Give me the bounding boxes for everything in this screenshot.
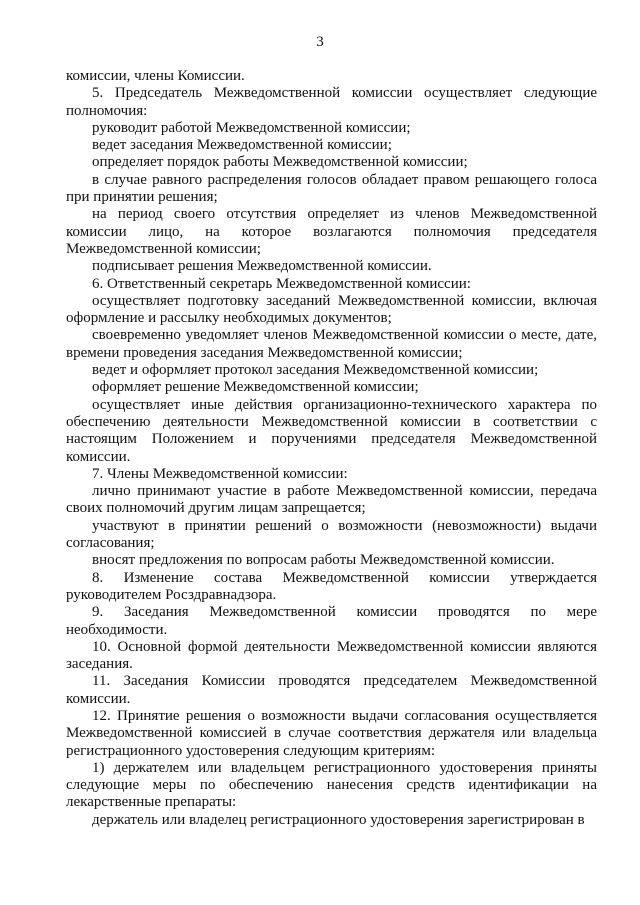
paragraph: участвуют в принятии решений о возможности (невозможности) выдачи согласования;	[66, 517, 597, 552]
document-body	[66, 68, 597, 829]
paragraph: ведет и оформляет протокол заседания Межведомственной комиссии;	[92, 362, 539, 379]
paragraph: руководит работой Межведомственной комиссии;	[92, 119, 411, 136]
paragraph-item-11: 11. Заседания Комиссии проводятся председателем Межведомственной комиссии.	[66, 673, 597, 707]
paragraph-item-8: 8. Изменение состава Межведомственной комиссии утверждается руководителем Росздравнадзора.	[66, 569, 597, 603]
paragraph: осуществляет иные действия организационно-технического характера по обеспечению деятельности Межведомственной комиссии в соответствии с настоящим Положением и поручениями председателя Межведомственной комиссии.	[66, 396, 597, 465]
paragraph-item-5: 5. Председатель Межведомственной комиссии осуществляет следующие полномочия:	[66, 85, 597, 119]
paragraph: своевременно уведомляет членов Межведомственной комиссии о месте, дате, времени проведения заседания Межведомственной комиссии;	[66, 327, 597, 361]
paragraph: оформляет решение Межведомственной комиссии;	[92, 379, 419, 396]
paragraph: осуществляет подготовку заседаний Межведомственной комиссии, включая оформление и рассылку необходимых документов;	[66, 292, 597, 327]
paragraph: держатель или владелец регистрационного удостоверения зарегистрирован в	[92, 811, 585, 828]
paragraph: ведет заседания Межведомственной комиссии;	[92, 137, 392, 154]
paragraph-subitem-1: 1) держателем или владельцем регистрационного удостоверения приняты следующие меры по обеспечению нанесения средств идентификации на лекарственные препараты:	[66, 759, 597, 811]
paragraph-continuation: комиссии, члены Комиссии.	[66, 68, 245, 84]
paragraph: подписывает решения Межведомственной комиссии.	[92, 258, 432, 275]
paragraph: определяет порядок работы Межведомственной комиссии;	[92, 154, 468, 171]
page-number: 3	[316, 34, 324, 50]
paragraph-item-7: 7. Члены Межведомственной комиссии:	[92, 465, 348, 482]
paragraph-item-12: 12. Принятие решения о возможности выдачи согласования осуществляется Межведомственной комиссией в случае соответствия держателя или владельца регистрационного удостоверения следующим критериям:	[66, 707, 597, 759]
paragraph: на период своего отсутствия определяет из членов Межведомственной комиссии лицо, на которое возлагаются полномочия председателя Межведомственной комиссии;	[66, 206, 597, 257]
paragraph: лично принимают участие в работе Межведомственной комиссии, передача своих полномочий другим лицам запрещается;	[66, 483, 597, 517]
paragraph-item-10: 10. Основной формой деятельности Межведомственной комиссии являются заседания.	[66, 638, 597, 673]
paragraph-item-9: 9. Заседания Межведомственной комиссии проводятся по мере необходимости.	[66, 604, 597, 638]
paragraph: в случае равного распределения голосов обладает правом решающего голоса при принятии решения;	[66, 171, 597, 206]
paragraph-item-6: 6. Ответственный секретарь Межведомственной комиссии:	[92, 275, 471, 292]
paragraph: вносят предложения по вопросам работы Межведомственной комиссии.	[92, 552, 555, 569]
